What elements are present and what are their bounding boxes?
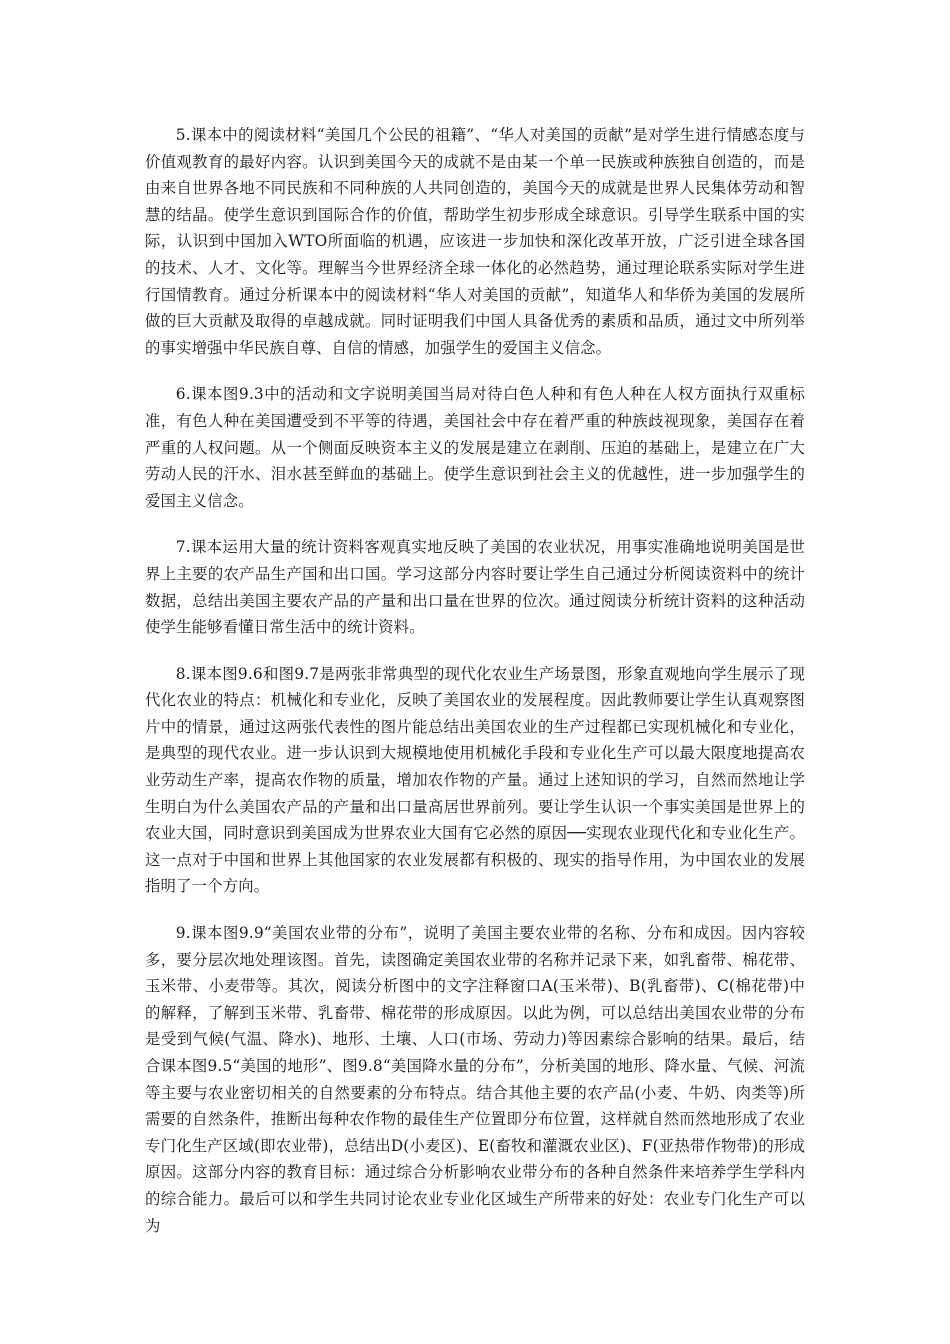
paragraph-7: 7.课本运用大量的统计资料客观真实地反映了美国的农业状况，用事实准确地说明美国是世界上主要的农产品生产国和出口国。学习这部分内容时要让学生自己通过分析阅读资料中的统计数据，总结出美国主要农产品的产量和出口量在世界的位次。通过阅读分析统计资料的这种活动使学生能够看懂日常生活中的统计资料。 bbox=[145, 538, 805, 637]
document-body bbox=[145, 122, 805, 1259]
paragraph-6: 6.课本图9.3中的活动和文字说明美国当局对待白色人种和有色人种在人权方面执行双重标准，有色人种在美国遭受到不平等的待遇，美国社会中存在着严重的种族歧视现象，美国存在着严重的人权问题。从一个侧面反映资本主义的发展是建立在剥削、压迫的基础上，是建立在广大劳动人民的汗水、泪水甚至鲜血的基础上。使学生意识到社会主义的优越性，进一步加强学生的爱国主义信念。 bbox=[145, 385, 805, 510]
paragraph-5: 5.课本中的阅读材料“美国几个公民的祖籍”、“华人对美国的贡献”是对学生进行情感态度与价值观教育的最好内容。认识到美国今天的成就不是由某一个单一民族或种族独自创造的，而是由来自世界各地不同民族和不同种族的人共同创造的，美国今天的成就是世界人民集体劳动和智慧的结晶。使学生意识到国际合作的价值，帮助学生初步形成全球意识。引导学生联系中国的实际，认识到中国加入WTO所面临的机遇，应该进一步加快和深化改革开放，广泛引进全球各国的技术、人才、文化等。理解当今世界经济全球一体化的必然趋势，通过理论联系实际对学生进行国情教育。通过分析课本中的阅读材料“华人对美国的贡献”，知道华人和华侨为美国的发展所做的巨大贡献及取得的卓越成就。同时证明我们中国人具备优秀的素质和品质，通过文中所列举的事实增强中华民族自尊、自信的情感，加强学生的爱国主义信念。 bbox=[145, 126, 805, 357]
paragraph-9: 9.课本图9.9“美国农业带的分布”，说明了美国主要农业带的名称、分布和成因。因内容较多，要分层次地处理该图。首先，读图确定美国农业带的名称并记录下来，如乳畜带、棉花带、玉米带、小麦带等。其次，阅读分析图中的文字注释窗口A(玉米带)、B(乳畜带)、C(棉花带)中的解释，了解到玉米带、乳畜带、棉花带的形成原因。以此为例，可以总结出美国农业带的分布是受到气候(气温、降水)、地形、土壤、人口(市场、劳动力)等因素综合影响的结果。最后，结合课本图9.5“美国的地形”、图9.8“美国降水量的分布”，分析美国的地形、降水量、气候、河流等主要与农业密切相关的自然要素的分布特点。结合其他主要的农产品(小麦、牛奶、肉类等)所需要的自然条件，推断出每种农作物的最佳生产位置即分布位置，这样就自然而然地形成了农业专门化生产区域(即农业带)，总结出D(小麦区)、E(畜牧和灌溉农业区)、F(亚热带作物带)的形成原因。这部分内容的教育目标：通过综合分析影响农业带分布的各种自然条件来培养学生学科内的综合能力。最后可以和学生共同讨论农业专业化区域生产所带来的好处：农业专门化生产可以为 bbox=[145, 924, 805, 1235]
paragraph-8: 8.课本图9.6和图9.7是两张非常典型的现代化农业生产场景图，形象直观地向学生展示了现代化农业的特点：机械化和专业化，反映了美国农业的发展程度。因此教师要让学生认真观察图片中的情景，通过这两张代表性的图片能总结出美国农业的生产过程都已实现机械化和专业化，是典型的现代农业。进一步认识到大规模地使用机械化手段和专业化生产可以最大限度地提高农业劳动生产率，提高农作物的质量，增加农作物的产量。通过上述知识的学习，自然而然地让学生明白为什么美国农产品的产量和出口量高居世界前列。要让学生认识一个事实美国是世界上的农业大国，同时意识到美国成为世界农业大国有它必然的原因──实现农业现代化和专业化生产。这一点对于中国和世界上其他国家的农业发展都有积极的、现实的指导作用，为中国农业的发展指明了一个方向。 bbox=[145, 664, 805, 896]
